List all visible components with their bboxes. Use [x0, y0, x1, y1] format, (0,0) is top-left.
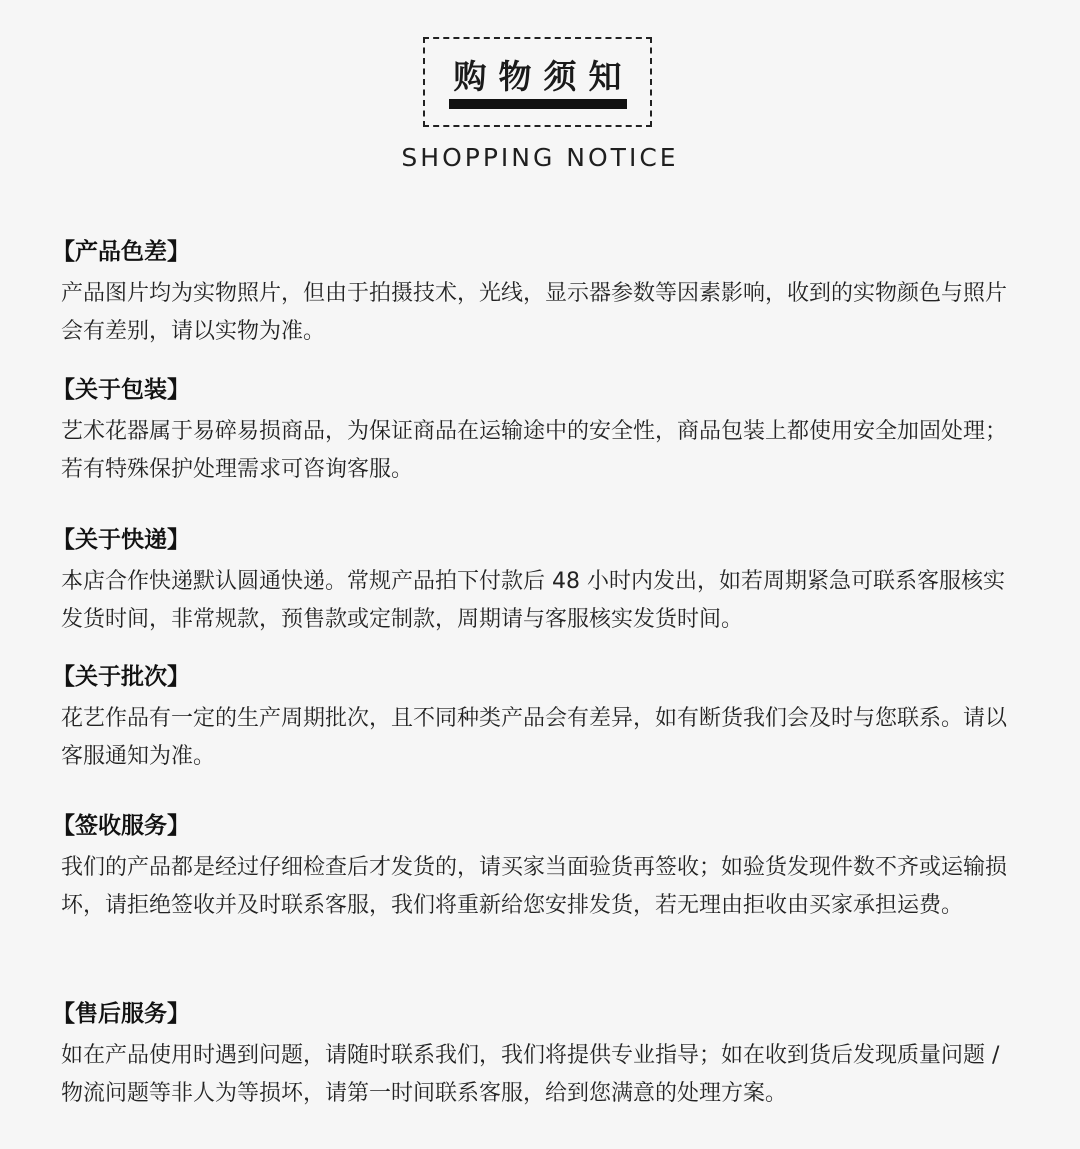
title-box: [423, 37, 652, 127]
section-text: 我们的产品都是经过仔细检查后才发货的，请买家当面验货再签收；如验货发现件数不齐或运输损坏，请拒绝签收并及时联系客服，我们将重新给您安排发货，若无理由拒收由买家承担运费。: [61, 855, 1008, 918]
section-heading: 【签收服务】: [52, 813, 190, 839]
section-text: 艺术花器属于易碎易损商品，为保证商品在运输途中的安全性，商品包装上都使用安全加固处理；若有特殊保护处理需求可咨询客服。: [61, 419, 1008, 482]
section-heading: 【关于批次】: [52, 664, 190, 690]
section-text: 产品图片均为实物照片，但由于拍摄技术，光线，显示器参数等因素影响，收到的实物颜色与照片会有差别，请以实物为准。: [61, 281, 1008, 344]
section-heading: 【关于快递】: [52, 527, 190, 553]
title-underline: [449, 99, 627, 109]
page-title: 购物须知: [453, 57, 634, 96]
page-subtitle: SHOPPING NOTICE: [401, 143, 679, 172]
section-text: 花艺作品有一定的生产周期批次，且不同种类产品会有差异，如有断货我们会及时与您联系。请以客服通知为准。: [61, 706, 1008, 769]
section-heading: 【售后服务】: [52, 1001, 190, 1027]
section-heading: 【关于包装】: [52, 377, 190, 403]
section-text: 如在产品使用时遇到问题，请随时联系我们，我们将提供专业指导；如在收到货后发现质量问题 / 物流问题等非人为等损坏，请第一时间联系客服，给到您满意的处理方案。: [61, 1043, 1000, 1106]
section-heading: 【产品色差】: [52, 239, 190, 265]
section-text: 本店合作快递默认圆通快递。常规产品拍下付款后 48 小时内发出，如若周期紧急可联系客服核实发货时间，非常规款，预售款或定制款，周期请与客服核实发货时间。: [61, 569, 1005, 632]
